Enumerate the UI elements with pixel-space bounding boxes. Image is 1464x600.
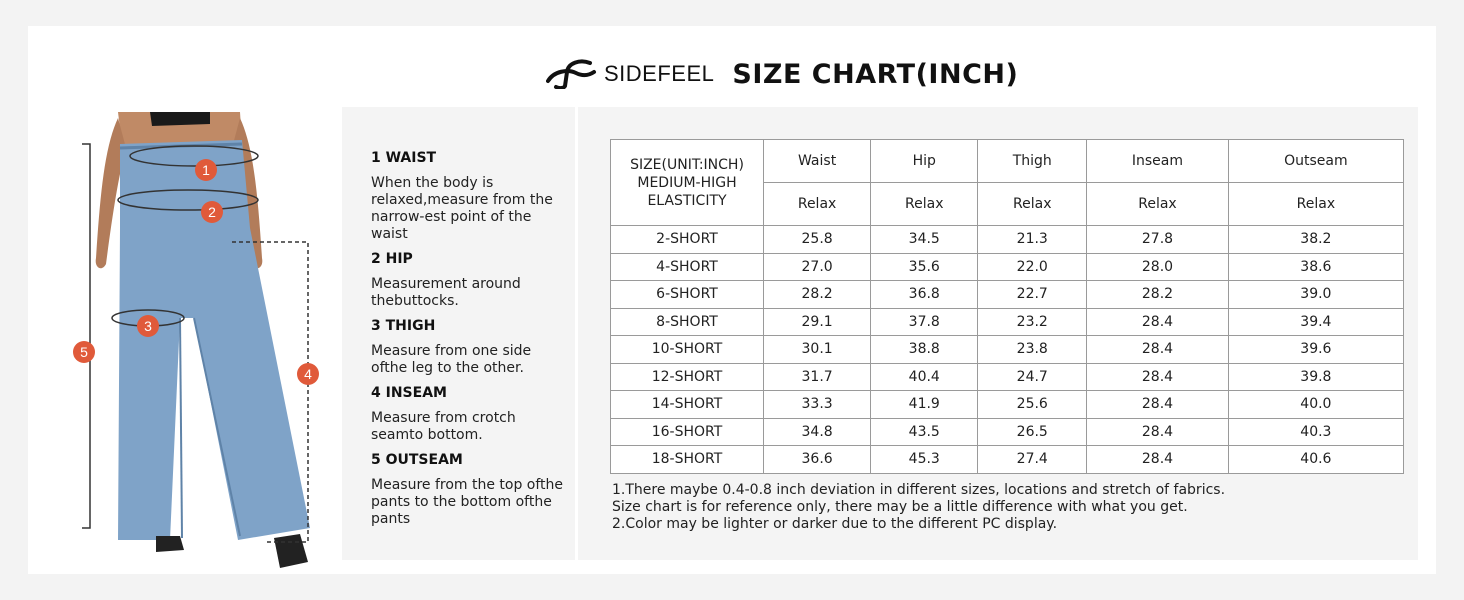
table-cell: 28.0: [1087, 253, 1229, 281]
table-cell: 39.6: [1228, 336, 1403, 364]
sub-header: Relax: [1087, 183, 1229, 226]
waist-marker: [195, 159, 217, 181]
table-cell: 28.4: [1087, 308, 1229, 336]
corner-line: ELASTICITY: [647, 192, 727, 209]
table-cell: 25.6: [978, 391, 1087, 419]
sidefeel-logo-icon: [546, 59, 598, 89]
table-row: [611, 281, 1404, 309]
model-illustration: [60, 108, 330, 578]
table-cell: 22.7: [978, 281, 1087, 309]
corner-line: SIZE(UNIT:INCH): [630, 156, 744, 173]
size-cell: 18-SHORT: [611, 446, 764, 474]
size-table: [610, 139, 1404, 474]
thigh-marker: [137, 315, 159, 337]
table-cell: 43.5: [871, 418, 978, 446]
table-cell: 26.5: [978, 418, 1087, 446]
table-cell: 40.4: [871, 363, 978, 391]
table-cell: 23.2: [978, 308, 1087, 336]
table-row: [611, 418, 1404, 446]
brand-name: SIDEFEEL: [604, 61, 715, 86]
table-cell: 23.8: [978, 336, 1087, 364]
table-cell: 41.9: [871, 391, 978, 419]
table-row: [611, 308, 1404, 336]
page-title: SIZE CHART(INCH): [732, 58, 1019, 90]
table-cell: 39.0: [1228, 281, 1403, 309]
size-cell: 14-SHORT: [611, 391, 764, 419]
table-row: [611, 253, 1404, 281]
svg-text:1: 1: [202, 162, 210, 178]
guide-hip: [371, 251, 571, 310]
sub-header: Relax: [871, 183, 978, 226]
table-cell: 38.8: [871, 336, 978, 364]
column-header-thigh: Thigh: [978, 140, 1087, 183]
guide-text: Measure from the top ofthe pants to the bottom ofthe pants: [371, 477, 564, 527]
table-cell: 34.5: [871, 226, 978, 254]
table-cell: 28.4: [1087, 418, 1229, 446]
table-cell: 28.4: [1087, 391, 1229, 419]
table-cell: 38.2: [1228, 226, 1403, 254]
outseam-marker: [73, 341, 95, 363]
note-line: Size chart is for reference only, there may be a little difference with what you get.: [612, 499, 1188, 515]
guide-text: Measure from crotch seamto bottom.: [371, 410, 516, 443]
measurement-guide: [371, 150, 571, 536]
table-cell: 35.6: [871, 253, 978, 281]
table-cell: 27.4: [978, 446, 1087, 474]
column-header-outseam: Outseam: [1228, 140, 1403, 183]
table-cell: 40.0: [1228, 391, 1403, 419]
table-cell: 22.0: [978, 253, 1087, 281]
sub-header: Relax: [764, 183, 871, 226]
table-cell: 27.8: [1087, 226, 1229, 254]
table-row: [611, 363, 1404, 391]
size-cell: 10-SHORT: [611, 336, 764, 364]
size-cell: 8-SHORT: [611, 308, 764, 336]
size-notes: [612, 482, 1402, 533]
size-cell: 2-SHORT: [611, 226, 764, 254]
table-row: [611, 391, 1404, 419]
table-row: [611, 336, 1404, 364]
size-cell: 16-SHORT: [611, 418, 764, 446]
note-line: 1.There maybe 0.4-0.8 inch deviation in different sizes, locations and stretch of fabrics.: [612, 482, 1226, 498]
guide-waist: [371, 150, 571, 243]
guide-text: When the body is relaxed,measure from the narrow-est point of the waist: [371, 175, 553, 242]
guide-heading: 3 THIGH: [371, 318, 436, 334]
size-cell: 6-SHORT: [611, 281, 764, 309]
table-cell: 21.3: [978, 226, 1087, 254]
svg-text:5: 5: [80, 344, 88, 360]
table-cell: 28.4: [1087, 363, 1229, 391]
table-cell: 28.4: [1087, 446, 1229, 474]
table-cell: 34.8: [764, 418, 871, 446]
table-cell: 31.7: [764, 363, 871, 391]
size-cell: 4-SHORT: [611, 253, 764, 281]
inseam-marker: [297, 363, 319, 385]
table-cell: 37.8: [871, 308, 978, 336]
table-cell: 36.6: [764, 446, 871, 474]
table-row: [611, 446, 1404, 474]
guide-text: Measurement around thebuttocks.: [371, 276, 521, 309]
guide-heading: 2 HIP: [371, 251, 413, 267]
guide-heading: 1 WAIST: [371, 150, 437, 166]
table-corner-header: [611, 140, 764, 226]
header: [546, 58, 1018, 90]
guide-text: Measure from one side ofthe leg to the other.: [371, 343, 532, 376]
guide-heading: 5 OUTSEAM: [371, 452, 463, 468]
sub-header: Relax: [1228, 183, 1403, 226]
size-cell: 12-SHORT: [611, 363, 764, 391]
table-cell: 25.8: [764, 226, 871, 254]
column-header-hip: Hip: [871, 140, 978, 183]
sub-header: Relax: [978, 183, 1087, 226]
table-cell: 40.6: [1228, 446, 1403, 474]
guide-outseam: [371, 452, 571, 528]
table-cell: 38.6: [1228, 253, 1403, 281]
guide-thigh: [371, 318, 571, 377]
guide-heading: 4 INSEAM: [371, 385, 447, 401]
hip-marker: [201, 201, 223, 223]
column-header-waist: Waist: [764, 140, 871, 183]
svg-text:3: 3: [144, 318, 152, 334]
corner-line: MEDIUM-HIGH: [637, 174, 737, 191]
table-cell: 40.3: [1228, 418, 1403, 446]
table-cell: 28.2: [1087, 281, 1229, 309]
table-cell: 24.7: [978, 363, 1087, 391]
table-cell: 28.4: [1087, 336, 1229, 364]
guide-inseam: [371, 385, 571, 444]
svg-text:4: 4: [304, 366, 312, 382]
table-row: [611, 226, 1404, 254]
table-cell: 45.3: [871, 446, 978, 474]
table-cell: 33.3: [764, 391, 871, 419]
table-cell: 27.0: [764, 253, 871, 281]
table-cell: 39.4: [1228, 308, 1403, 336]
svg-text:2: 2: [208, 204, 216, 220]
table-cell: 39.8: [1228, 363, 1403, 391]
column-header-inseam: Inseam: [1087, 140, 1229, 183]
table-cell: 28.2: [764, 281, 871, 309]
table-cell: 30.1: [764, 336, 871, 364]
table-cell: 29.1: [764, 308, 871, 336]
table-cell: 36.8: [871, 281, 978, 309]
note-line: 2.Color may be lighter or darker due to the different PC display.: [612, 516, 1058, 532]
